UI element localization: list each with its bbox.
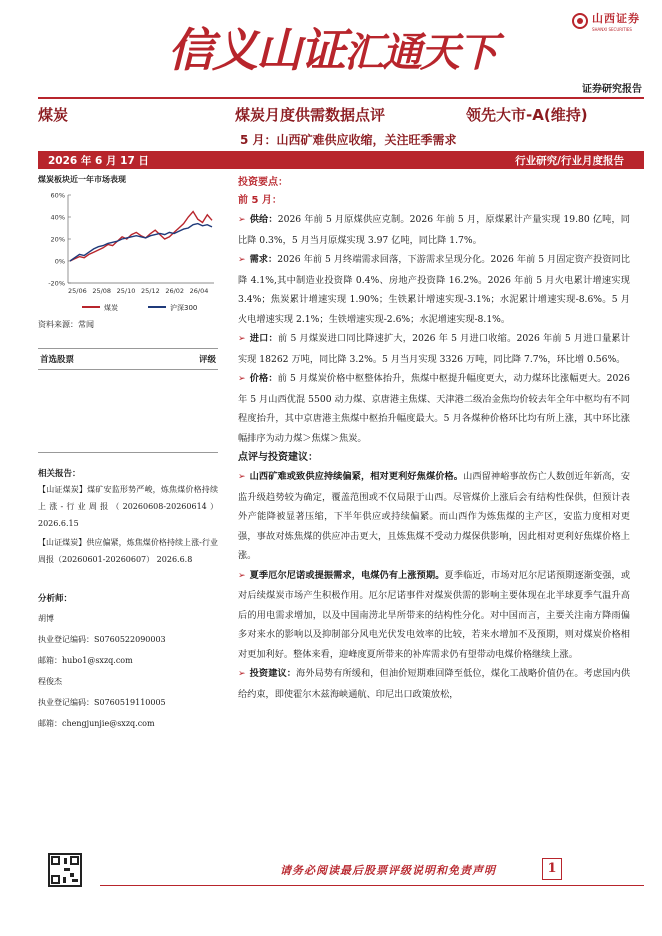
y-tick-label: 0% [54,257,65,266]
y-tick-label: 40% [50,213,65,222]
slogan-part1: 信义山证 [168,23,344,77]
top-picks-label: 首选股票 [40,355,75,365]
arrow-bullet-icon: ➢ [238,472,246,482]
review-elnino: ➢ 夏季厄尔尼诺或提振需求，电煤仍有上涨预期。夏季临近，市场对厄尔尼诺预期逐渐变强，或对后续煤炭市场产生积极作用。厄尔尼诺事件对煤炭供需的影响主要体现在北半球夏季气温升高后的用电需求增加，以及中国南涝北旱所带来的结构性分化。对中国而言，主要关注南方降雨偏多对来水的影响以及抑制部分风电光伏发电效率的比较，若来水增加不及预期，则对煤炭价格相对更加利好。整体来看，迎峰度夏所带来的补库需求仍有望带动电煤价格继续上涨。 [238,569,631,660]
bullet-demand: ➢ 需求：2026 年前 5 月终端需求回落，下游需求呈现分化。2026 年前 5 月固定资产投资同比降 4.1%,其中制造业投资降 0.4%、房地产投资降 16.2%。2026 年前 5 月火电累计增速实现 3.4%；焦炭累计增速实现 1.90%；生铁累计增速实现-3.1%；水泥累计增速实现-8.6%。5 月火电增速实现 2.1%；生铁增速实现-2.6%；水泥增速实现-8.1%。 [238,254,630,325]
x-tick-label: 26/02 [165,287,185,295]
logo-mark-icon [572,13,588,29]
slogan-part2: 汇通天下 [344,29,496,76]
slogan [168,14,496,80]
bullet-import: ➢ 进口：前 5 月煤炭进口同比降速扩大，2026 年 5 月进口收缩。2026 年前 5 月进口量累计实现 18262 万吨，同比降 3.2%。5 月当月实现 3326 万吨，同比降 7.7%，环比增 0.56%。 [238,333,631,365]
analyst-name: 程俊杰 [38,677,62,686]
chart-source: 资料来源：常闻 [38,320,94,329]
related-report-item[interactable]: 【山证煤炭】供应偏紧，炼焦煤价格持续上涨-行业周报（20260601-20260607） 2026.6.8 [38,538,218,564]
report-category: 行业研究/行业月度报告 [515,154,624,167]
x-tick-label: 25/10 [116,287,136,295]
arrow-bullet-icon: ➢ [238,374,246,384]
industry-rating: 领先大市-A(维持) [466,106,588,124]
legend-label: 沪深300 [170,304,198,312]
legend-label: 煤炭 [104,304,118,312]
top-picks-header [38,348,218,370]
analysts-title: 分析师： [38,594,73,604]
analyst-email[interactable]: 邮箱：hubo1@sxzq.com [38,656,133,665]
x-tick-label: 25/12 [141,287,160,295]
brand-logo [572,10,640,32]
date-bar [38,151,644,169]
report-title: 煤炭月度供需数据点评 [235,106,386,124]
performance-chart [38,187,218,315]
arrow-bullet-icon: ➢ [238,669,246,679]
report-subtitle: 5 月：山西矿难供应收缩，关注旺季需求 [240,133,457,147]
sidebar [38,172,218,730]
industry-label: 煤炭 [38,106,69,124]
page-number: 1 [542,858,562,880]
rating-col-label: 评级 [198,355,216,365]
arrow-bullet-icon: ➢ [238,570,246,581]
series-line-csi300 [70,224,212,261]
x-tick-label: 25/06 [68,287,87,295]
arrow-bullet-icon: ➢ [238,255,246,265]
analyst-reg-code: 执业登记编码：S0760519110005 [38,698,166,707]
analyst-name: 胡博 [38,614,54,623]
chart-title: 煤炭板块近一年市场表现 [38,175,126,184]
x-tick-label: 26/04 [189,287,209,295]
y-tick-label: 20% [50,235,65,244]
disclaimer-note: 请务必阅读最后股票评级说明和免责声明 [280,864,496,877]
related-report-item[interactable]: 【山证煤炭】煤矿安监形势严峻，炼焦煤价格持续上涨-行业周报（20260608-20260614） 2026.6.15 [38,485,218,528]
arrow-bullet-icon: ➢ [238,215,246,225]
header-divider [38,97,644,99]
may-heading: 前 5 月： [238,195,282,206]
x-tick-label: 25/08 [92,287,112,295]
report-type: 证券研究报告 [582,84,642,95]
invest-points-heading: 投资要点： [238,177,288,188]
related-reports-title: 相关报告： [38,469,81,479]
y-tick-label: -20% [48,279,65,288]
brand-name-en: SHANXI SECURITIES [592,27,632,32]
analyst-email[interactable]: 邮箱：chengjunjie@sxzq.com [38,719,155,728]
qr-code-icon [48,853,82,887]
brand-name: 山西证券 [592,12,640,25]
y-tick-label: 60% [50,191,65,200]
review-investment: ➢ 投资建议：海外局势有所缓和，但油价短期难回降至低位，煤化工战略价值仍在。考虑国内供给约束，即使霍尔木兹海峡通航、印尼出口政策放松， [238,668,631,700]
main-content [238,174,630,704]
bullet-supply: ➢ 供给：2026 年前 5 月原煤供应克制。2026 年前 5 月，原煤累计产量实现 19.80 亿吨，同比降 0.3%，5 月当月原煤实现 3.97 亿吨，同比降 1.7%。 [238,214,630,246]
arrow-bullet-icon: ➢ [238,334,246,344]
bullet-price: ➢ 价格：前 5 月煤炭价格中枢整体抬升，焦煤中枢提升幅度更大，动力煤环比涨幅更大。2026 年 5 月山西优混 5500 动力煤、京唐港主焦煤、天津港二级冶金焦均价较去年全年中枢均有不同程度抬升，其中京唐港主焦煤中枢抬升幅度最大。5 月各煤种价格环比均有所上涨，其中环比涨幅排序为动力煤＞焦煤＞焦炭。 [238,373,630,444]
review-heading: 点评与投资建议： [238,452,318,463]
report-date: 2026 年 6 月 17 日 [48,154,149,167]
footer-divider [100,885,644,886]
top-picks-divider [38,452,218,453]
analyst-reg-code: 执业登记编码：S0760522090003 [38,635,166,644]
review-shanxi: ➢ 山西矿难或致供应持续偏紧，相对更利好焦煤价格。山西留神峪事故伤亡人数创近年新高，安监升级趋势较为确定，覆盖范围或不仅局限于山西。尽管煤价上涨后会有结构性保供，但预计表外产能降被显著压缩，下半年供应或持续偏紧。而山西作为炼焦煤的主产区，安监力度相对更强，事故对炼焦煤的供应冲击更大，且炼焦煤不受动力煤保供影响，因此相对更利好焦煤价格上涨。 [238,471,631,561]
